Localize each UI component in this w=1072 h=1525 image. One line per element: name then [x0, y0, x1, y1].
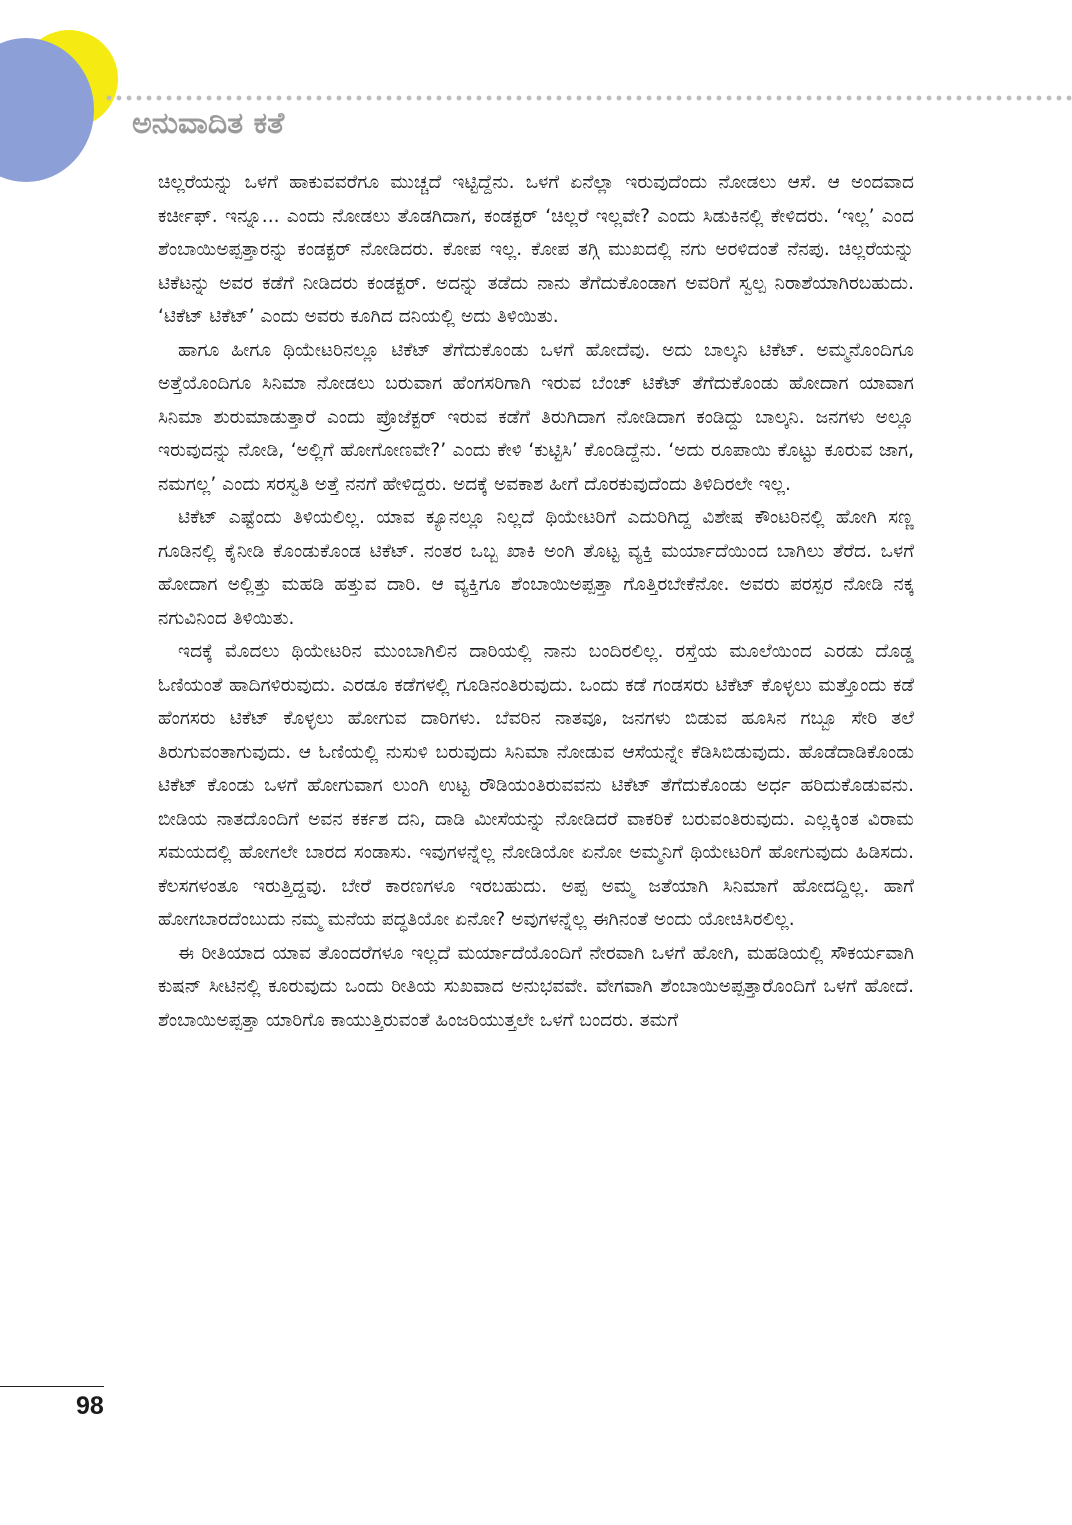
page-number: 98	[76, 1392, 104, 1420]
paragraph: ಇದಕ್ಕೆ ಮೊದಲು ಥಿಯೇಟರಿನ ಮುಂಬಾಗಿಲಿನ ದಾರಿಯಲ್ಲಿ ನಾನು ಬಂದಿರಲಿಲ್ಲ. ರಸ್ತೆಯ ಮೂಲೆಯಿಂದ ಎರಡು ದೊಡ್ಡ ಓಣಿಯಂತೆ ಹಾದಿಗಳಿರುವುದು. ಎರಡೂ ಕಡೆಗಳಲ್ಲಿ ಗೂಡಿನಂತಿರುವುದು. ಒಂದು ಕಡೆ ಗಂಡಸರು ಟಿಕೆಟ್ ಕೊಳ್ಳಲು ಮತ್ತೊಂದು ಕಡೆ ಹೆಂಗಸರು ಟಿಕೆಟ್ ಕೊಳ್ಳಲು ಹೋಗುವ ದಾರಿಗಳು. ಬೆವರಿನ ನಾತವೂ, ಜನಗಳು ಬಿಡುವ ಹೂಸಿನ ಗಬ್ಬೂ ಸೇರಿ ತಲೆ ತಿರುಗುವಂತಾಗುವುದು. ಆ ಓಣಿಯಲ್ಲಿ ನುಸುಳಿ ಬರುವುದು ಸಿನಿಮಾ ನೋಡುವ ಆಸೆಯನ್ನೇ ಕೆಡಿಸಿಬಿಡುವುದು. ಹೊಡೆದಾಡಿಕೊಂಡು ಟಿಕೆಟ್ ಕೊಂಡು ಒಳಗೆ ಹೋಗುವಾಗ ಲುಂಗಿ ಉಟ್ಟ ರೌಡಿಯಂತಿರುವವನು ಟಿಕೆಟ್ ತೆಗೆದುಕೊಂಡು ಅರ್ಧ ಹರಿದುಕೊಡುವನು. ಬೀಡಿಯ ನಾತದೊಂದಿಗೆ ಅವನ ಕರ್ಕಶ ದನಿ, ದಾಡಿ ಮೀಸೆಯನ್ನು ನೋಡಿದರೆ ವಾಕರಿಕೆ ಬರುವಂತಿರುವುದು. ಎಲ್ಲಕ್ಕಿಂತ ವಿರಾಮ ಸಮಯದಲ್ಲಿ ಹೋಗಲೇ ಬಾರದ ಸಂಡಾಸು. ಇವುಗಳನ್ನೆಲ್ಲ ನೋಡಿಯೋ ಏನೋ ಅಮ್ಮನಿಗೆ ಥಿಯೇಟರಿಗೆ ಹೋಗುವುದು ಹಿಡಿಸದು. ಕೆಲಸಗಳಂತೂ ಇರುತ್ತಿದ್ದವು. ಬೇರೆ ಕಾರಣಗಳೂ ಇರಬಹುದು. ಅಪ್ಪ ಅಮ್ಮ ಜತೆಯಾಗಿ ಸಿನಿಮಾಗೆ ಹೋದದ್ದಿಲ್ಲ. ಹಾಗೆ ಹೋಗಬಾರದೆಂಬುದು ನಮ್ಮ ಮನೆಯ ಪದ್ಧತಿಯೋ ಏನೋ? ಅವುಗಳನ್ನೆಲ್ಲ ಈಗಿನಂತೆ ಅಂದು ಯೋಚಿಸಿರಲಿಲ್ಲ.	[158, 641, 914, 930]
paragraph: ಚಿಲ್ಲರೆಯನ್ನು ಒಳಗೆ ಹಾಕುವವರೆಗೂ ಮುಚ್ಚದೆ ಇಟ್ಟಿದ್ದೆನು. ಒಳಗೆ ಏನೆಲ್ಲಾ ಇರುವುದೆಂದು ನೋಡಲು ಆಸೆ. ಆ ಅಂದವಾದ ಕರ್ಚೀಫ್. ಇನ್ನೂ... ಎಂದು ನೋಡಲು ತೊಡಗಿದಾಗ, ಕಂಡಕ್ಟರ್ ‘ಚಿಲ್ಲರೆ ಇಲ್ಲವೇ? ಎಂದು ಸಿಡುಕಿನಲ್ಲಿ ಕೇಳಿದರು. ‘ಇಲ್ಲ’ ಎಂದ ಶೆಂಬಾಯಿಅಪ್ಪತ್ತಾರನ್ನು ಕಂಡಕ್ಟರ್ ನೋಡಿದರು. ಕೋಪ ಇಲ್ಲ. ಕೋಪ ತಗ್ಗಿ ಮುಖದಲ್ಲಿ ನಗು ಅರಳಿದಂತೆ ನೆನಪು. ಚಿಲ್ಲರೆಯನ್ನು ಟಿಕೆಟನ್ನು ಅವರ ಕಡೆಗೆ ನೀಡಿದರು ಕಂಡಕ್ಟರ್. ಅದನ್ನು ತಡೆದು ನಾನು ತೆಗೆದುಕೊಂಡಾಗ ಅವರಿಗೆ ಸ್ವಲ್ಪ ನಿರಾಶೆಯಾಗಿರಬಹುದು. ‘ಟಿಕೆಟ್ ಟಿಕೆಟ್’ ಎಂದು ಅವರು ಕೂಗಿದ ದನಿಯಲ್ಲಿ ಅದು ತಿಳಿಯಿತು.	[158, 172, 914, 327]
paragraph: ಈ ರೀತಿಯಾದ ಯಾವ ತೊಂದರೆಗಳೂ ಇಲ್ಲದೆ ಮರ್ಯಾದೆಯೊಂದಿಗೆ ನೇರವಾಗಿ ಒಳಗೆ ಹೋಗಿ, ಮಹಡಿಯಲ್ಲಿ ಸೌಕರ್ಯವಾಗಿ ಕುಷನ್ ಸೀಟಿನಲ್ಲಿ ಕೂರುವುದು ಒಂದು ರೀತಿಯ ಸುಖವಾದ ಅನುಭವವೇ. ವೇಗವಾಗಿ ಶೆಂಬಾಯಿಅಪ್ಪತ್ತಾರೊಂದಿಗೆ ಒಳಗೆ ಹೋದೆ. ಶೆಂಬಾಯಿಅಪ್ಪತ್ತಾ ಯಾರಿಗೊ ಕಾಯುತ್ತಿರುವಂತೆ ಹಿಂಜರಿಯುತ್ತಲೇ ಒಳಗೆ ಬಂದರು. ತಮಗೆ	[158, 942, 914, 1031]
section-title: ಅನುವಾದಿತ ಕತೆ	[132, 106, 285, 141]
footer-rule	[0, 1386, 104, 1387]
dotted-rule	[104, 94, 1072, 102]
paragraph: ಟಿಕೆಟ್ ಎಷ್ಟೆಂದು ತಿಳಿಯಲಿಲ್ಲ. ಯಾವ ಕ್ಯೂನಲ್ಲೂ ನಿಲ್ಲದೆ ಥಿಯೇಟರಿಗೆ ಎದುರಿಗಿದ್ದ ವಿಶೇಷ ಕೌಂಟರಿನಲ್ಲಿ ಹೋಗಿ ಸಣ್ಣ ಗೂಡಿನಲ್ಲಿ ಕೈನೀಡಿ ಕೊಂಡುಕೊಂಡ ಟಿಕೆಟ್. ನಂತರ ಒಬ್ಬ ಖಾಕಿ ಅಂಗಿ ತೊಟ್ಟ ವ್ಯಕ್ತಿ ಮರ್ಯಾದೆಯಿಂದ ಬಾಗಿಲು ತೆರೆದ. ಒಳಗೆ ಹೋದಾಗ ಅಲ್ಲಿತ್ತು ಮಹಡಿ ಹತ್ತುವ ದಾರಿ. ಆ ವ್ಯಕ್ತಿಗೂ ಶೆಂಬಾಯಿಅಪ್ಪತ್ತಾ ಗೊತ್ತಿರಬೇಕೆನೋ. ಅವರು ಪರಸ್ಪರ ನೋಡಿ ನಕ್ಕ ನಗುವಿನಿಂದ ತಿಳಿಯಿತು.	[158, 507, 914, 629]
story-body	[158, 166, 914, 1037]
paragraph: ಹಾಗೂ ಹೀಗೂ ಥಿಯೇಟರಿನಲ್ಲೂ ಟಿಕೆಟ್ ತೆಗೆದುಕೊಂಡು ಒಳಗೆ ಹೋದೆವು. ಅದು ಬಾಲ್ಕನಿ ಟಿಕೆಟ್. ಅಮ್ಮನೊಂದಿಗೂ ಅತ್ತೆಯೊಂದಿಗೂ ಸಿನಿಮಾ ನೋಡಲು ಬರುವಾಗ ಹೆಂಗಸರಿಗಾಗಿ ಇರುವ ಬೆಂಚ್ ಟಿಕೆಟ್ ತೆಗೆದುಕೊಂಡು ಹೋದಾಗ ಯಾವಾಗ ಸಿನಿಮಾ ಶುರುಮಾಡುತ್ತಾರೆ ಎಂದು ಪ್ರೊಜೆಕ್ಟರ್ ಇರುವ ಕಡೆಗೆ ತಿರುಗಿದಾಗ ನೋಡಿದಾಗ ಕಂಡಿದ್ದು ಬಾಲ್ಕನಿ. ಜನಗಳು ಅಲ್ಲೂ ಇರುವುದನ್ನು ನೋಡಿ, ‘ಅಲ್ಲಿಗೆ ಹೋಗೋಣವೇ?’ ಎಂದು ಕೇಳಿ ‘ಕುಟ್ಟಿಸಿ’ ಕೊಂಡಿದ್ದೆನು. ‘ಅದು ರೂಪಾಯಿ ಕೊಟ್ಟು ಕೂರುವ ಜಾಗ, ನಮಗಲ್ಲ’ ಎಂದು ಸರಸ್ವತಿ ಅತ್ತೆ ನನಗೆ ಹೇಳಿದ್ದರು. ಅದಕ್ಕೆ ಅವಕಾಶ ಹೀಗೆ ದೊರಕುವುದೆಂದು ತಿಳಿದಿರಲೇ ಇಲ್ಲ.	[158, 339, 914, 495]
